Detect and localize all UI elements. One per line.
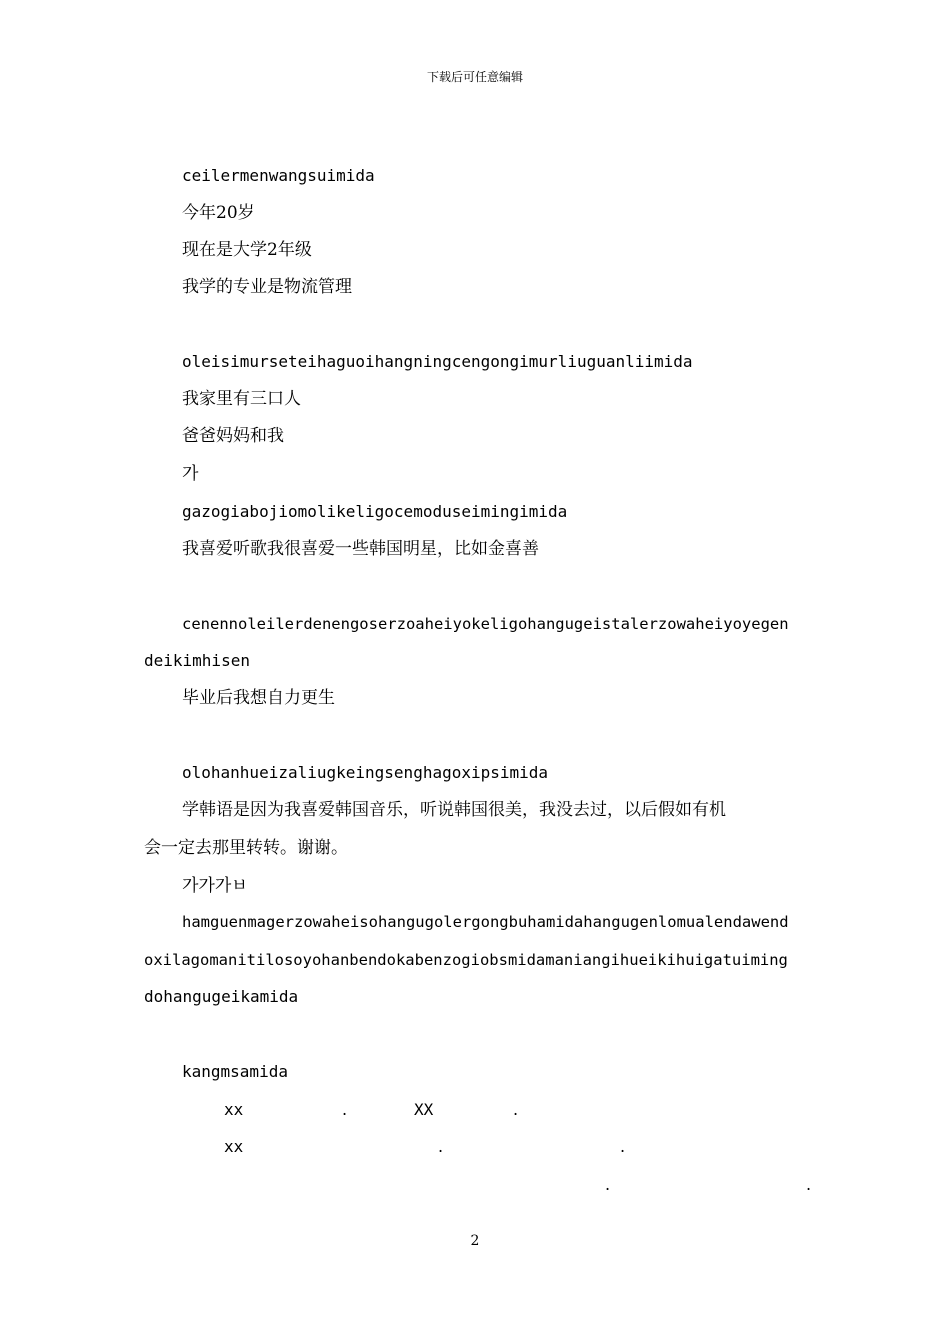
signoff-dot: . xyxy=(513,1100,519,1119)
romanized-line: deikimhisen xyxy=(144,651,250,670)
romanized-line: ceilermenwangsuimida xyxy=(182,166,375,185)
text-line: 我学的专业是物流管理 xyxy=(182,277,352,297)
romanized-line: cenennoleilerdenengoserzoaheiyokeligohangugeistalerzowaheiyoyegen xyxy=(182,615,789,633)
signoff-XX: XX xyxy=(414,1100,434,1119)
korean-line: 가가가ㅂ xyxy=(182,876,248,896)
signoff-xx: xx xyxy=(224,1100,244,1119)
text-line: 今年20岁 xyxy=(182,203,255,223)
romanized-line: dohangugeikamida xyxy=(144,987,299,1006)
text-line: 我喜爱听歌我很喜爱一些韩国明星，比如金喜善 xyxy=(182,539,539,559)
text-line: 毕业后我想自力更生 xyxy=(182,688,335,708)
signoff-dot: . xyxy=(342,1100,348,1119)
romanized-line: oleisimurseteihaguoihangningcengongimurliuguanliimida xyxy=(182,352,693,371)
text-line: 会一定去那里转转。谢谢。 xyxy=(144,838,348,858)
korean-line: 가 xyxy=(182,464,199,484)
text-line: 我家里有三口人 xyxy=(182,389,301,409)
signoff-dot: . xyxy=(605,1175,611,1194)
page-number: 2 xyxy=(470,1233,480,1249)
romanized-line: hamguenmagerzowaheisohangugolergongbuhamidahangugenlomualendawend xyxy=(182,913,789,931)
romanized-line: kangmsamida xyxy=(182,1062,288,1081)
page-header: 下载后可任意编辑 xyxy=(426,70,523,84)
romanized-line: gazogiabojiomolikeligocemoduseimingimida xyxy=(182,502,568,521)
romanized-line: oxilagomanitilosoyohanbendokabenzogiobsmidamaniangihueikihuigatuiming xyxy=(144,951,788,969)
romanized-line: olohanhueizaliugkeingsenghagoxipsimida xyxy=(182,763,549,782)
text-line: 现在是大学2年级 xyxy=(182,240,312,260)
text-line: 爸爸妈妈和我 xyxy=(182,426,284,446)
text-line: 学韩语是因为我喜爱韩国音乐，听说韩国很美，我没去过，以后假如有机 xyxy=(182,800,726,820)
signoff-dot: . xyxy=(620,1137,626,1156)
signoff-dot: . xyxy=(806,1175,812,1194)
signoff-xx: xx xyxy=(224,1137,244,1156)
signoff-dot: . xyxy=(438,1137,444,1156)
